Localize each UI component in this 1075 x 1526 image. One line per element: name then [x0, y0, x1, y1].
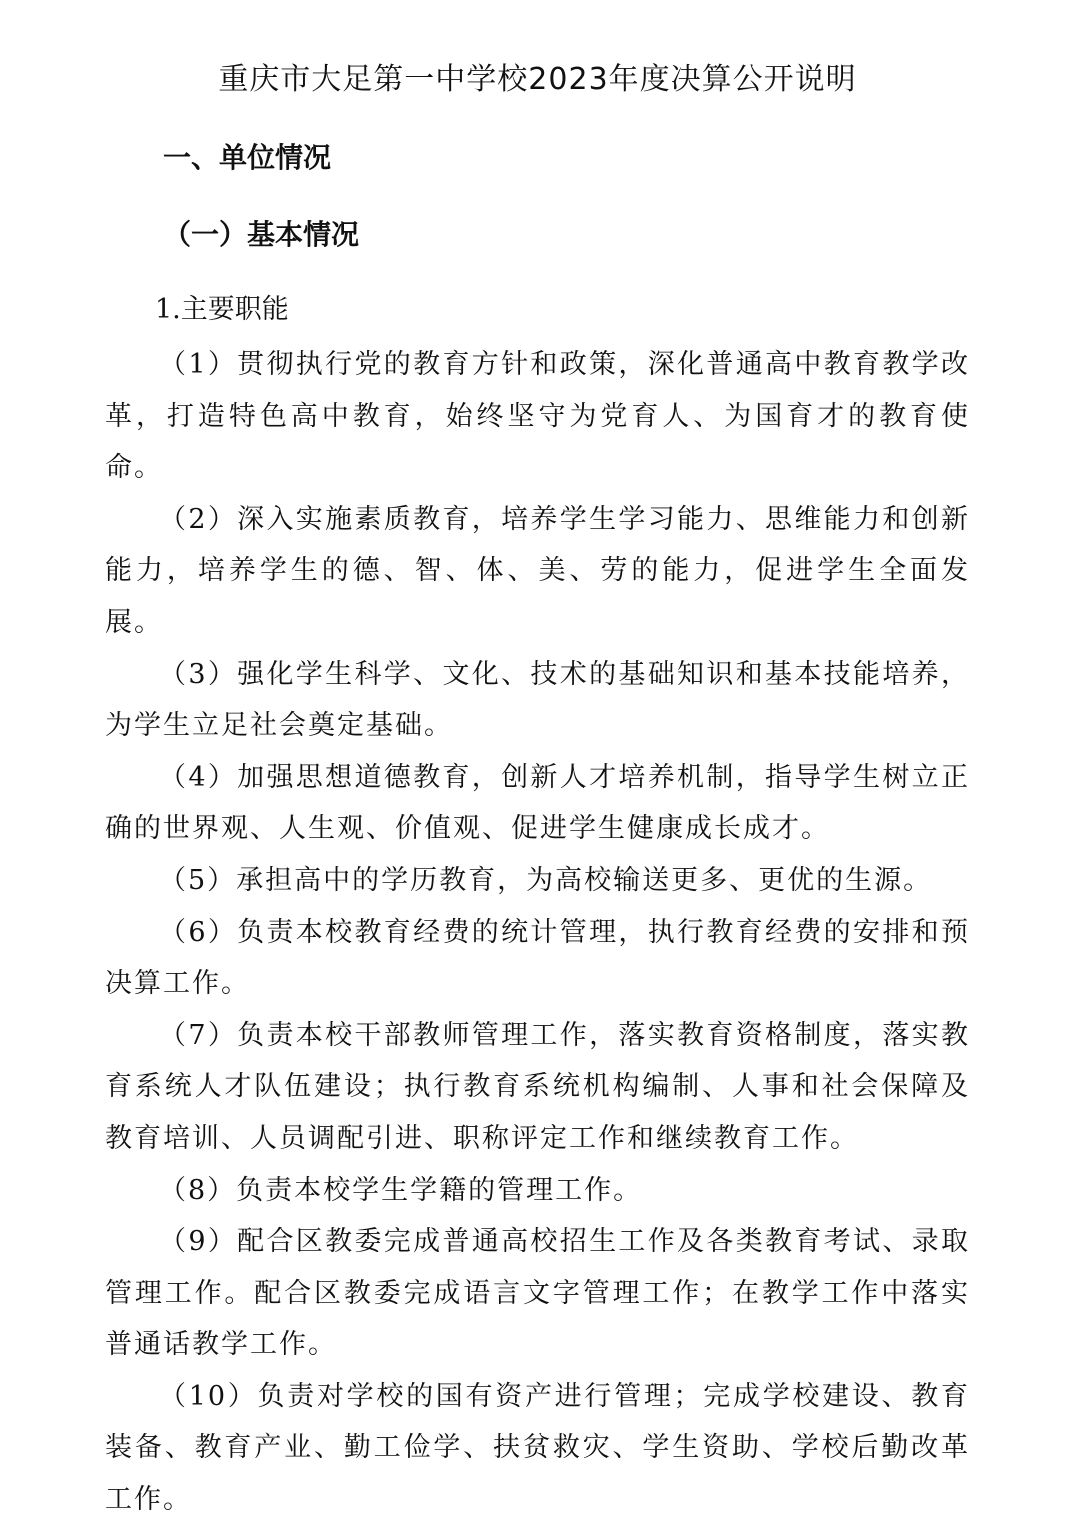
paragraph-7: （7）负责本校干部教师管理工作，落实教育资格制度，落实教育系统人才队伍建设；执行教育系统机构编制、人事和社会保障及教育培训、人员调配引进、职称评定工作和继续教育工作。 [105, 1019, 970, 1154]
paragraph-2: （2）深入实施素质教育，培养学生学习能力、思维能力和创新能力，培养学生的德、智、体、美、劳的能力，促进学生全面发展。 [105, 503, 970, 638]
section-heading: 一、单位情况 [163, 141, 332, 174]
subsection-heading: （一）基本情况 [163, 218, 360, 251]
paragraph-6: （6）负责本校教育经费的统计管理，执行教育经费的安排和预决算工作。 [105, 916, 970, 1000]
paragraph-8: （8）负责本校学生学籍的管理工作。 [159, 1174, 643, 1206]
paragraph-10: （10）负责对学校的国有资产进行管理；完成学校建设、教育装备、教育产业、勤工俭学、扶贫救灾、学生资助、学校后勤改革工作。 [105, 1380, 970, 1516]
paragraph-4: （4）加强思想道德教育，创新人才培养机制，指导学生树立正确的世界观、人生观、价值观、促进学生健康成长成才。 [105, 761, 970, 845]
paragraph-1: （1）贯彻执行党的教育方针和政策，深化普通高中教育教学改革，打造特色高中教育，始终坚守为党育人、为国育才的教育使命。 [105, 349, 970, 484]
document-body [105, 339, 970, 1526]
document-title: 重庆市大足第一中学校2023年度决算公开说明 [218, 62, 857, 97]
item-heading: 1.主要职能 [155, 294, 289, 325]
paragraph-9: （9）配合区教委完成普通高校招生工作及各类教育考试、录取管理工作。配合区教委完成语言文字管理工作；在教学工作中落实普通话教学工作。 [105, 1226, 970, 1361]
paragraph-3: （3）强化学生科学、文化、技术的基础知识和基本技能培养，为学生立足社会奠定基础。 [105, 658, 970, 742]
paragraph-5: （5）承担高中的学历教育，为高校输送更多、更优的生源。 [159, 864, 933, 896]
